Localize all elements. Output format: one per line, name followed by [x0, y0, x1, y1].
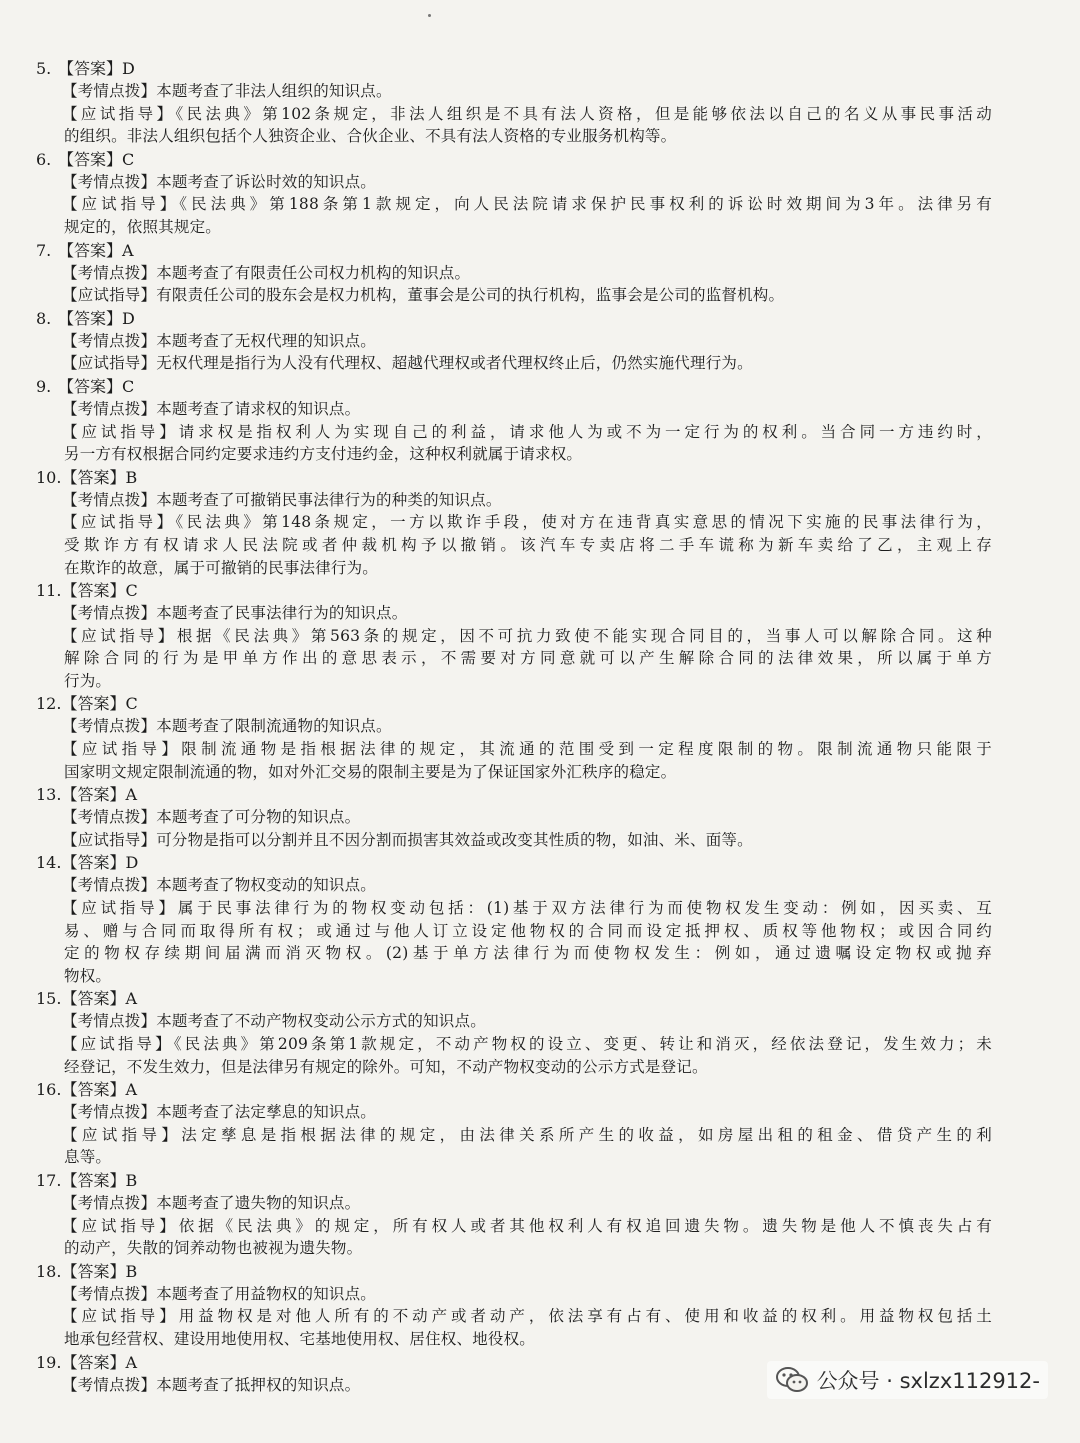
answer-entry: [36, 783, 992, 851]
watermark-text: 公众号 · sxlzx112912-: [816, 1369, 1040, 1393]
line-text: 【应试指导】法定孳息是指根据法律的规定，由法律关系所产生的收益，如房屋出租的租金、借贷产生的利: [62, 1125, 992, 1144]
explanation-continuation: [36, 216, 992, 239]
watermark: [767, 1361, 1048, 1399]
question-number: 17.: [36, 1170, 62, 1190]
line-text: 地承包经营权、建设用地使用权、宅基地使用权、居住权、地役权。: [64, 1329, 536, 1348]
answer-line: [36, 1078, 992, 1101]
line-text: 的动产，失散的饲养动物也被视为遗失物。: [64, 1239, 363, 1258]
question-number: 7.: [36, 240, 52, 260]
line-text: 另一方有权根据合同约定要求违约方支付违约金，这种权利就属于请求权。: [64, 445, 583, 464]
explanation-line: [36, 262, 992, 285]
answer-label: 【答案】B: [61, 467, 138, 487]
question-number: 18.: [36, 1261, 62, 1281]
answer-line: [36, 466, 992, 489]
wechat-official-account-icon: [775, 1365, 809, 1395]
answer-line: [36, 692, 992, 715]
explanation-line: [36, 1283, 992, 1306]
question-number: 13.: [36, 785, 62, 805]
line-text: 规定的，依照其规定。: [64, 217, 222, 236]
answer-label: 【答案】B: [61, 1170, 138, 1190]
answer-label: 【答案】D: [58, 308, 135, 328]
line-text: 【考情点拨】本题考查了不动产物权变动公示方式的知识点。: [62, 1012, 486, 1031]
answer-label: 【答案】D: [61, 853, 139, 873]
line-text: 在欺诈的故意，属于可撤销的民事法律行为。: [64, 558, 379, 577]
answer-entry: [36, 692, 992, 783]
answer-entry: [36, 148, 992, 239]
answer-line: [36, 148, 992, 171]
line-text: 【考情点拨】本题考查了无权代理的知识点。: [62, 331, 377, 350]
line-text: 受欺诈方有权请求人民法院或者仲裁机构予以撤销。该汽车专卖店将二手车谎称为新车卖给了乙，主观上存: [64, 535, 992, 554]
explanation-line: [36, 1192, 992, 1215]
answer-label: 【答案】A: [61, 785, 138, 805]
answer-entry: [36, 987, 992, 1078]
explanation-line: [36, 103, 992, 126]
question-number: 5.: [36, 59, 52, 78]
answer-line: [36, 579, 992, 602]
answer-entry: [36, 579, 992, 692]
line-text: 【应试指导】有限责任公司的股东会是权力机构，董事会是公司的执行机构，监事会是公司的监督机构。: [62, 286, 785, 305]
answer-line: [36, 783, 992, 806]
explanation-line: [36, 874, 992, 897]
line-text: 【考情点拨】本题考查了抵押权的知识点。: [62, 1375, 361, 1394]
answer-entry: [36, 57, 992, 148]
answer-line: [36, 239, 992, 262]
explanation-line: [36, 284, 992, 307]
answer-entry: [36, 307, 992, 375]
question-number: 16.: [36, 1080, 62, 1100]
answer-entry: [36, 851, 992, 987]
explanation-continuation: [36, 1237, 992, 1260]
line-text: 【应试指导】《民法典》第209条第1款规定，不动产物权的设立、变更、转让和消灭，经依法登记，发生效力；未: [62, 1035, 992, 1053]
explanation-continuation: [36, 1056, 992, 1079]
answer-label: 【答案】A: [61, 1080, 138, 1100]
answer-line: [36, 57, 992, 80]
answer-label: 【答案】D: [58, 59, 135, 78]
answer-label: 【答案】A: [61, 989, 138, 1009]
question-number: 14.: [36, 853, 62, 873]
line-text: 【考情点拨】本题考查了诉讼时效的知识点。: [62, 172, 377, 191]
explanation-line: [36, 625, 992, 648]
line-text: 【应试指导】《民法典》第148条规定，一方以欺诈手段，使对方在违背真实意思的情况下实施的民事法律行为，: [62, 513, 992, 532]
line-text: 【考情点拨】本题考查了请求权的知识点。: [62, 399, 361, 418]
explanation-line: [36, 330, 992, 353]
line-text: 易、赠与合同而取得所有权；或通过与他人订立设定他物权的合同而设定抵押权、质权等他物权；或因合同约: [64, 921, 992, 940]
line-text: 【考情点拨】本题考查了限制流通物的知识点。: [62, 717, 392, 736]
explanation-line: [36, 806, 992, 829]
explanation-line: [36, 171, 992, 194]
question-number: 15.: [36, 989, 62, 1009]
line-text: 【应试指导】用益物权是对他人所有的不动产或者动产，依法享有占有、使用和收益的权利。用益物权包括土: [62, 1307, 992, 1326]
line-text: 解除合同的行为是甲单方作出的意思表示，不需要对方同意就可以产生解除合同的法律效果，所以属于单方: [64, 649, 992, 668]
explanation-line: [36, 1124, 992, 1147]
explanation-continuation: [36, 942, 992, 965]
explanation-continuation: [36, 965, 992, 988]
explanation-line: [36, 829, 992, 852]
explanation-line: [36, 193, 992, 216]
explanation-line: [36, 602, 992, 625]
explanation-line: [36, 80, 992, 103]
answer-entry: [36, 1169, 992, 1260]
answer-line: [36, 851, 992, 874]
answer-line: [36, 307, 992, 330]
answer-entry: [36, 375, 992, 466]
answer-label: 【答案】C: [58, 149, 135, 169]
line-text: 【考情点拨】本题考查了用益物权的知识点。: [62, 1284, 377, 1303]
line-text: 【应试指导】依据《民法典》的规定，所有权人或者其他权利人有权追回遗失物。遗失物是他人不慎丧失占有: [62, 1216, 992, 1235]
line-text: 行为。: [64, 671, 112, 690]
line-text: 【考情点拨】本题考查了法定孳息的知识点。: [62, 1103, 377, 1122]
line-text: 【应试指导】属于民事法律行为的物权变动包括：(1)基于双方法律行为而使物权发生变动：例如，因买卖、互: [62, 899, 992, 918]
explanation-line: [36, 738, 992, 761]
question-number: 12.: [36, 694, 62, 714]
line-text: 【应试指导】根据《民法典》第563条的规定，因不可抗力致使不能实现合同目的，当事人可以解除合同。这种: [62, 626, 992, 645]
scan-speck: [428, 14, 431, 17]
line-text: 【考情点拨】本题考查了民事法律行为的知识点。: [62, 604, 408, 623]
answer-label: 【答案】C: [61, 581, 138, 601]
explanation-line: [36, 352, 992, 375]
explanation-line: [36, 421, 992, 444]
line-text: 物权。: [64, 966, 112, 985]
line-text: 【考情点拨】本题考查了可撤销民事法律行为的种类的知识点。: [62, 490, 502, 509]
explanation-continuation: [36, 1328, 992, 1351]
question-number: 19.: [36, 1352, 62, 1372]
explanation-line: [36, 1101, 992, 1124]
answer-line: [36, 375, 992, 398]
question-number: 6.: [36, 149, 52, 169]
explanation-line: [36, 1305, 992, 1328]
line-text: 【考情点拨】本题考查了有限责任公司权力机构的知识点。: [62, 263, 471, 282]
question-number: 8.: [36, 308, 52, 328]
answer-label: 【答案】B: [61, 1261, 138, 1281]
answer-line: [36, 1169, 992, 1192]
answer-entry: [36, 239, 992, 307]
line-text: 【应试指导】无权代理是指行为人没有代理权、超越代理权或者代理权终止后，仍然实施代理行为。: [62, 354, 753, 373]
line-text: 定的物权存续期间届满而消灭物权。(2)基于单方法律行为而使物权发生：例如，通过遗嘱设定物权或抛弃: [64, 944, 992, 963]
explanation-line: [36, 897, 992, 920]
line-text: 【应试指导】可分物是指可以分割并且不因分割而损害其效益或改变其性质的物，如油、米、面等。: [62, 830, 753, 849]
line-text: 息等。: [64, 1148, 112, 1167]
line-text: 【考情点拨】本题考查了非法人组织的知识点。: [62, 82, 392, 100]
explanation-line: [36, 715, 992, 738]
answer-label: 【答案】C: [58, 376, 135, 396]
line-text: 【考情点拨】本题考查了可分物的知识点。: [62, 808, 361, 827]
line-text: 【应试指导】《民法典》第102条规定，非法人组织是不具有法人资格，但是能够依法以自己的名义从事民事活动: [62, 104, 992, 123]
question-number: 11.: [36, 581, 62, 601]
answer-label: 【答案】A: [58, 240, 134, 260]
explanation-continuation: [36, 443, 992, 466]
answer-line: [36, 1260, 992, 1283]
explanation-continuation: [36, 534, 992, 557]
answer-line: [36, 987, 992, 1010]
explanation-line: [36, 1215, 992, 1238]
question-number: 9.: [36, 376, 52, 396]
line-text: 国家明文规定限制流通的物，如对外汇交易的限制主要是为了保证国家外汇秩序的稳定。: [64, 762, 677, 781]
explanation-continuation: [36, 1146, 992, 1169]
line-text: 【应试指导】限制流通物是指根据法律的规定，其流通的范围受到一定程度限制的物。限制流通物只能限于: [62, 740, 992, 759]
line-text: 经登记，不发生效力，但是法律另有规定的除外。可知，不动产物权变动的公示方式是登记。: [64, 1057, 708, 1076]
line-text: 【考情点拨】本题考查了物权变动的知识点。: [62, 876, 377, 895]
line-text: 【考情点拨】本题考查了遗失物的知识点。: [62, 1193, 361, 1212]
answer-label: 【答案】C: [61, 694, 138, 714]
answer-label: 【答案】A: [61, 1352, 138, 1372]
explanation-line: [36, 1033, 992, 1056]
line-text: 【应试指导】请求权是指权利人为实现自己的利益，请求他人为或不为一定行为的权利。当合同一方违约时，: [62, 422, 992, 441]
question-number: 10.: [36, 467, 62, 487]
explanation-continuation: [36, 647, 992, 670]
answer-entry: [36, 1078, 992, 1169]
explanation-continuation: [36, 670, 992, 693]
explanation-continuation: [36, 920, 992, 943]
explanation-line: [36, 1010, 992, 1033]
explanation-continuation: [36, 125, 992, 148]
explanation-continuation: [36, 557, 992, 580]
explanation-line: [36, 511, 992, 534]
answer-list: [36, 57, 992, 1396]
line-text: 【应试指导】《民法典》第188条第1款规定，向人民法院请求保护民事权利的诉讼时效期间为3年。法律另有: [62, 195, 992, 214]
explanation-line: [36, 398, 992, 421]
explanation-line: [36, 489, 992, 512]
answer-entry: [36, 466, 992, 579]
line-text: 的组织。非法人组织包括个人独资企业、合伙企业、不具有法人资格的专业服务机构等。: [64, 127, 677, 146]
explanation-continuation: [36, 761, 992, 784]
answer-entry: [36, 1260, 992, 1351]
